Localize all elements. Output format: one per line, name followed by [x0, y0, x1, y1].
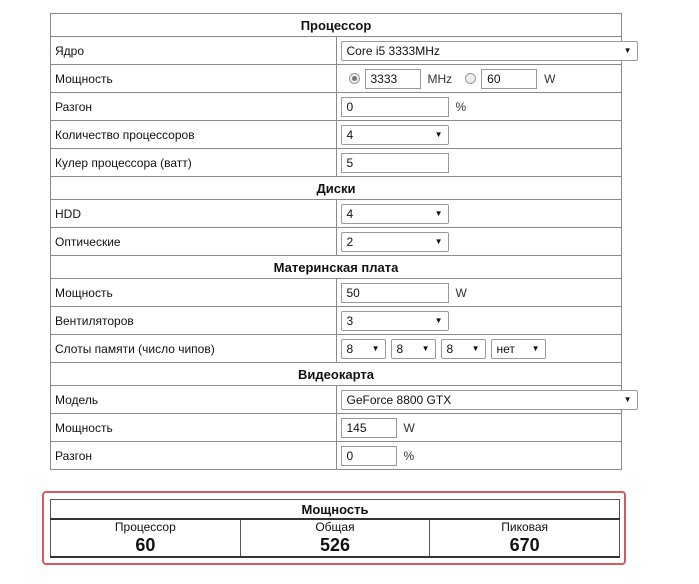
gpu-overclock-cell — [336, 442, 622, 470]
memory-slots-label: Слоты памяти (число чипов) — [51, 335, 337, 363]
triangle-down-icon: ▼ — [471, 344, 480, 353]
cpu-power-mhz-radio[interactable] — [349, 73, 360, 84]
cpu-power-w-unit: W — [544, 71, 556, 86]
core-select[interactable] — [341, 41, 638, 61]
core-label: Ядро — [51, 37, 337, 65]
core-cell — [336, 37, 632, 65]
triangle-down-icon: ▼ — [623, 395, 632, 404]
cpu-overclock-unit: % — [455, 99, 467, 114]
triangle-down-icon: ▼ — [434, 316, 443, 325]
hdd-select[interactable] — [341, 204, 449, 224]
mb-power-unit: W — [455, 285, 467, 300]
triangle-down-icon: ▼ — [434, 130, 443, 139]
triangle-down-icon: ▼ — [434, 209, 443, 218]
gpu-model-cell — [336, 386, 632, 414]
memory-slot-2-value: 8 — [396, 341, 404, 356]
section-title-motherboard: Материнская плата — [51, 256, 622, 279]
core-select-value: Core i5 3333MHz — [346, 43, 440, 58]
triangle-down-icon: ▼ — [421, 344, 430, 353]
memory-slot-1-select[interactable] — [341, 339, 386, 359]
gpu-power-input[interactable]: 145 — [341, 418, 397, 438]
hdd-value: 4 — [346, 206, 354, 221]
gpu-overclock-input[interactable]: 0 — [341, 446, 397, 466]
memory-slot-3-select[interactable] — [441, 339, 486, 359]
cpu-count-cell — [336, 121, 622, 149]
memory-slot-4-value: нет — [496, 341, 515, 356]
power-calculator-table — [50, 13, 632, 470]
cpu-power-mhz-input[interactable]: 3333 — [365, 69, 421, 89]
summary-cpu-label: Процессор — [51, 519, 241, 534]
memory-slot-4-select[interactable] — [491, 339, 546, 359]
cpu-count-select[interactable] — [341, 125, 449, 145]
cpu-count-label: Количество процессоров — [51, 121, 337, 149]
gpu-model-value: GeForce 8800 GTX — [346, 392, 452, 407]
cpu-power-w-radio[interactable] — [465, 73, 476, 84]
cpu-overclock-cell — [336, 93, 622, 121]
optical-label: Оптические — [51, 228, 337, 256]
cpu-power-mhz-unit: MHz — [427, 71, 453, 86]
cpu-count-value: 4 — [346, 127, 354, 142]
fans-value: 3 — [346, 313, 354, 328]
cpu-cooler-label: Кулер процессора (ватт) — [51, 149, 337, 177]
fans-label: Вентиляторов — [51, 307, 337, 335]
gpu-power-unit: W — [403, 420, 415, 435]
mb-power-input[interactable]: 50 — [341, 283, 449, 303]
optical-cell — [336, 228, 622, 256]
summary-peak-label: Пиковая — [430, 519, 620, 534]
gpu-overclock-unit: % — [403, 448, 415, 463]
memory-slot-1-value: 8 — [346, 341, 354, 356]
optical-select[interactable] — [341, 232, 449, 252]
memory-slots-cell — [336, 335, 622, 363]
section-title-processor: Процессор — [51, 14, 622, 37]
summary-total-label: Общая — [240, 519, 430, 534]
cpu-overclock-input[interactable]: 0 — [341, 97, 449, 117]
power-summary-panel — [42, 491, 626, 565]
summary-title: Мощность — [51, 500, 620, 520]
triangle-down-icon: ▼ — [531, 344, 540, 353]
triangle-down-icon: ▼ — [623, 46, 632, 55]
optical-value: 2 — [346, 234, 354, 249]
mb-power-label: Мощность — [51, 279, 337, 307]
power-summary-table — [50, 499, 620, 558]
mb-power-cell — [336, 279, 622, 307]
cpu-cooler-cell — [336, 149, 622, 177]
gpu-overclock-label: Разгон — [51, 442, 337, 470]
gpu-model-select[interactable] — [341, 390, 638, 410]
section-title-disks: Диски — [51, 177, 622, 200]
section-title-videocard: Видеокарта — [51, 363, 622, 386]
gpu-power-cell — [336, 414, 622, 442]
fans-cell — [336, 307, 622, 335]
cpu-power-label: Мощность — [51, 65, 337, 93]
cpu-power-w-input[interactable]: 60 — [481, 69, 537, 89]
memory-slot-3-value: 8 — [446, 341, 454, 356]
triangle-down-icon: ▼ — [434, 237, 443, 246]
gpu-power-label: Мощность — [51, 414, 337, 442]
summary-peak-value: 670 — [430, 534, 620, 557]
gpu-model-label: Модель — [51, 386, 337, 414]
cpu-cooler-input[interactable]: 5 — [341, 153, 449, 173]
triangle-down-icon: ▼ — [371, 344, 380, 353]
summary-total-value: 526 — [240, 534, 430, 557]
cpu-power-cell — [336, 65, 622, 93]
fans-select[interactable] — [341, 311, 449, 331]
hdd-cell — [336, 200, 622, 228]
hdd-label: HDD — [51, 200, 337, 228]
cpu-overclock-label: Разгон — [51, 93, 337, 121]
memory-slot-2-select[interactable] — [391, 339, 436, 359]
summary-cpu-value: 60 — [51, 534, 241, 557]
